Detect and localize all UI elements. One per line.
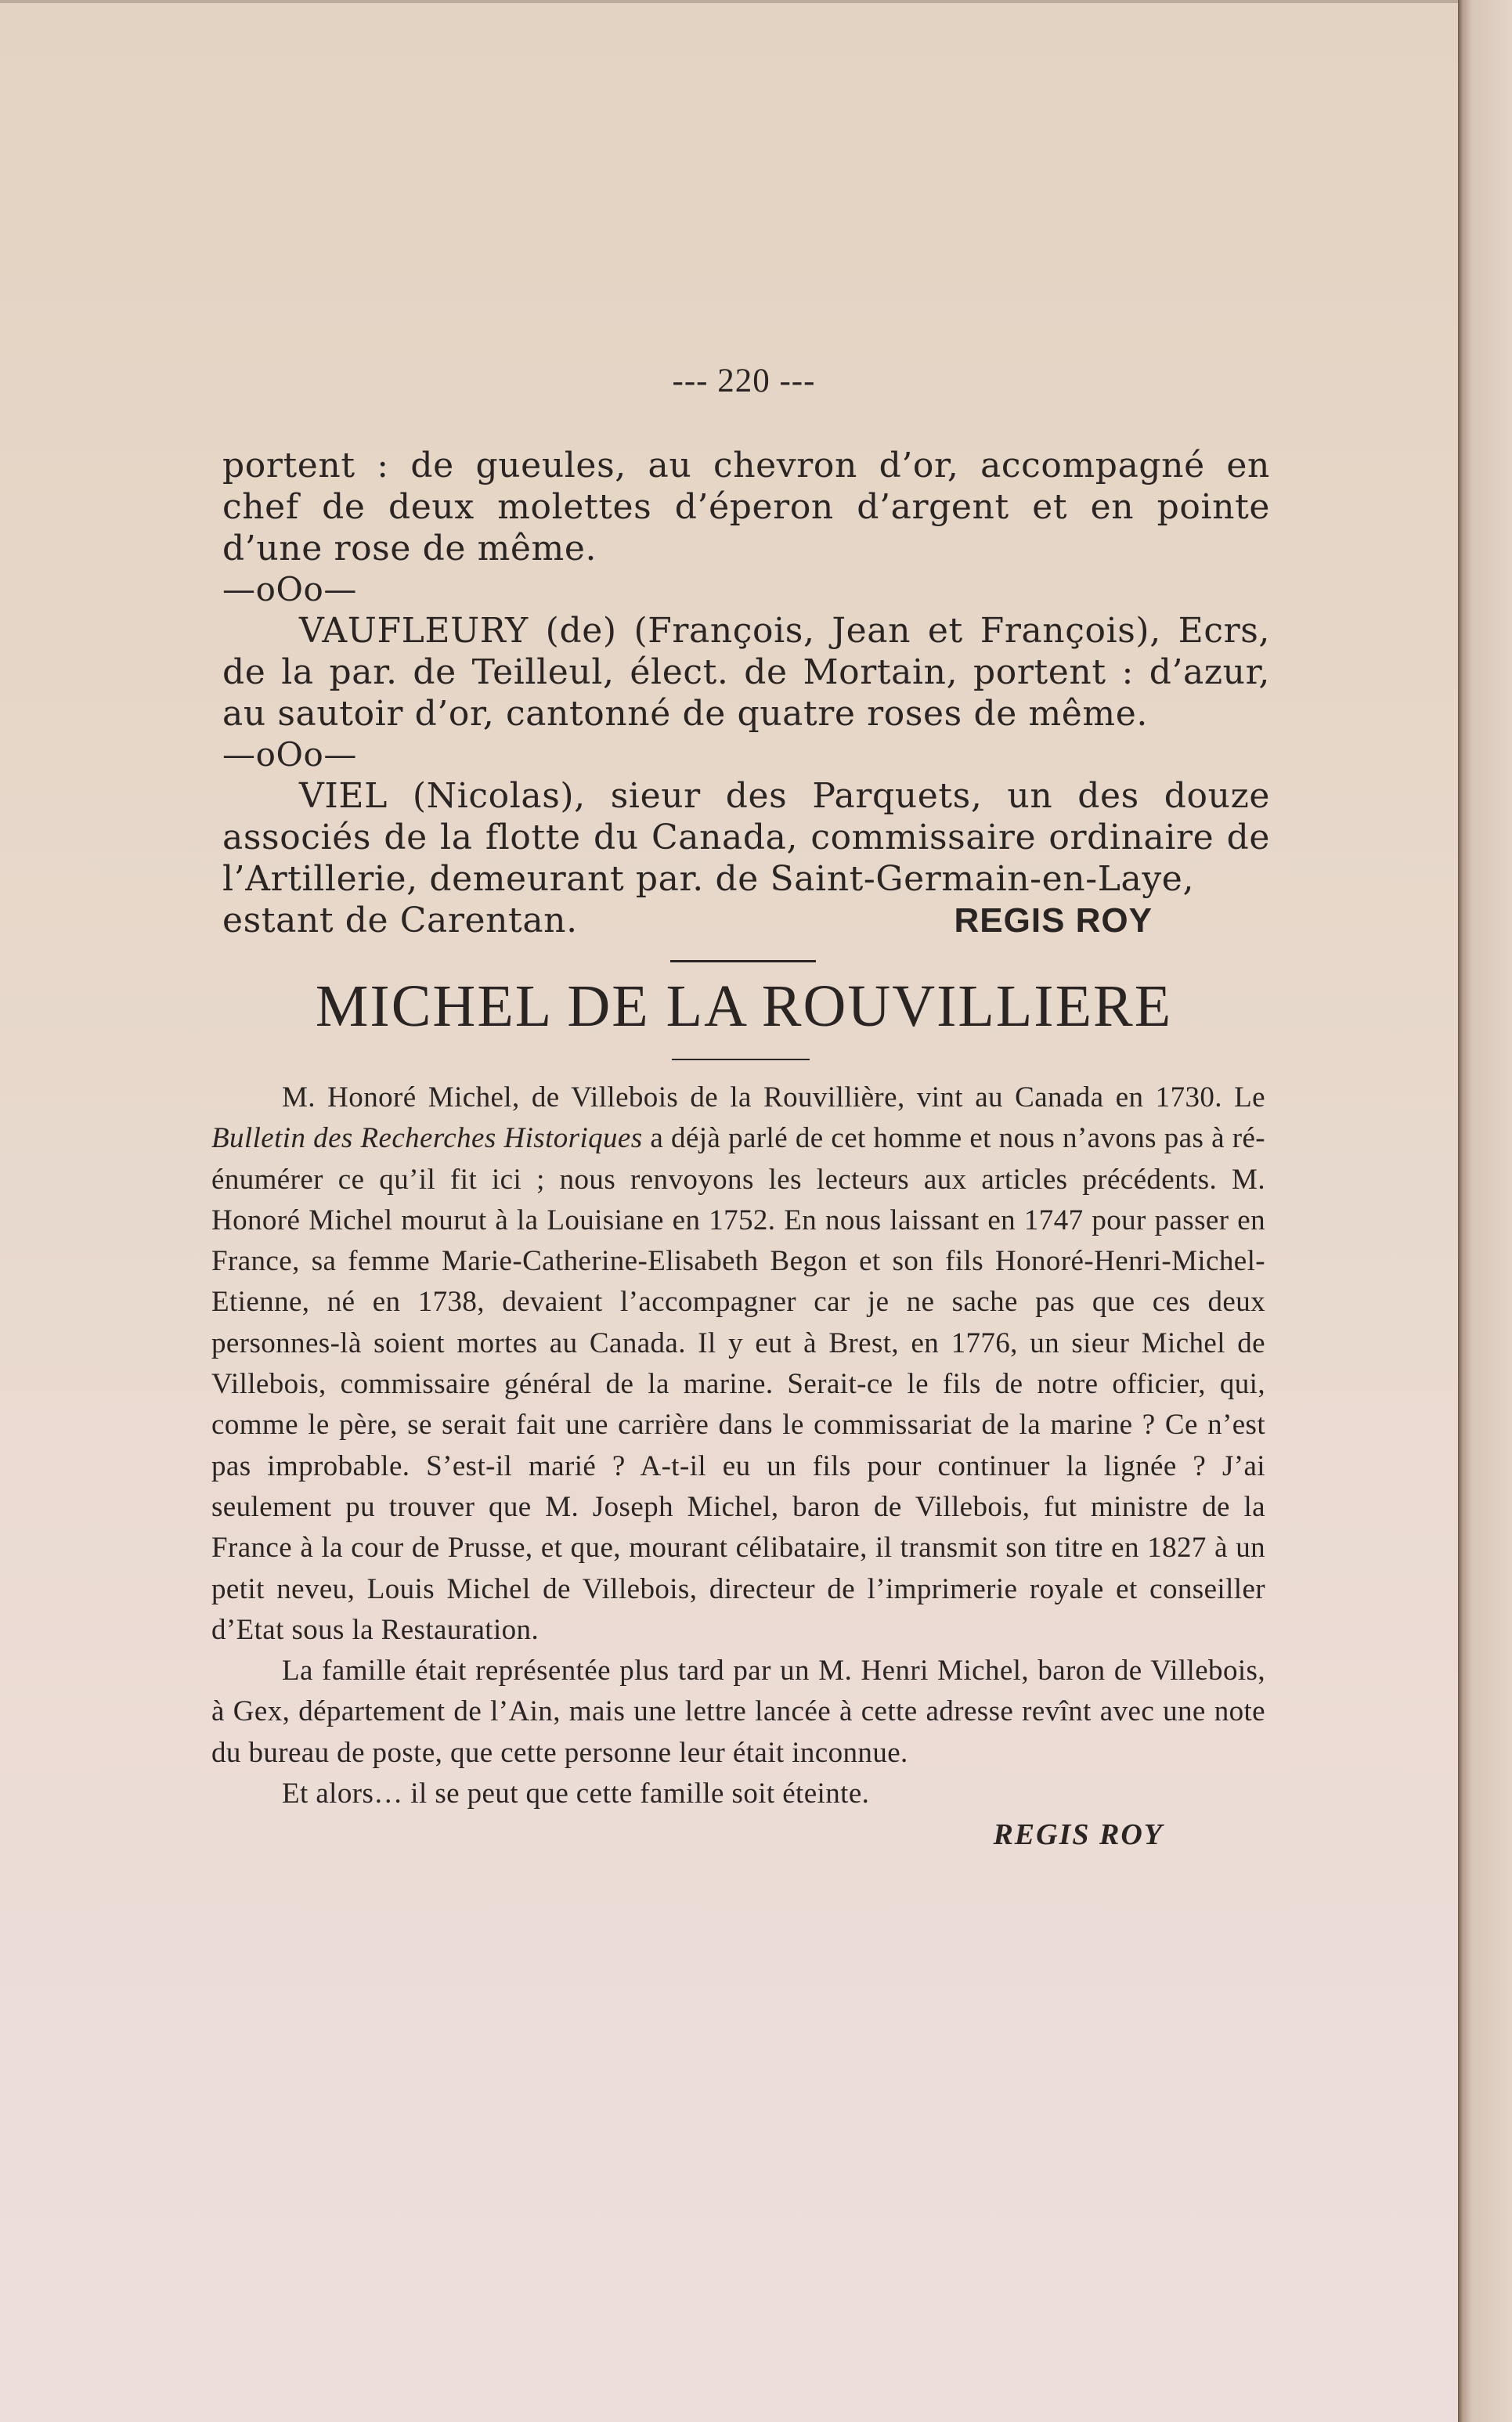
entry-viel-last-line: [222, 900, 1270, 941]
separator-ooo: —oOo—: [222, 735, 358, 774]
article-title: MICHEL DE LA ROUVILLIERE: [315, 973, 1173, 1039]
article-signature: REGIS ROY: [993, 1818, 1164, 1852]
paragraph-1-text-b: a déjà parlé de cet homme et nous n’avons pas à ré-énumérer ce qu’il fit ici ; nous renvoyons les lecteurs aux articles précédents. M. Honoré Michel mourut à la Louisiane en 1752. En nous laissant en 1747 pour passer en France, sa femme Marie-Catherine-Elisabeth Begon et son fils Honoré-Henri-Michel-Etienne, né en 1738, devaient l’accompagner car je ne sache pas que ces deux personnes-là soient mortes au Canada. Il y eut à Brest, en 1776, un sieur Michel de Villebois, commissaire général de la marine. Serait-ce le fils de notre officier, qui, comme le père, se serait fait une carrière dans le commissariat de la marine ? Ce n’est pas improbable. S’est-il marié ? A-t-il eu un fils pour continuer la lignée ? J’ai seulement pu trouver que M. Joseph Michel, baron de Villebois, fut ministre de la France à la cour de Prusse, et que, mourant célibataire, il transmit son titre en 1827 à un petit neveu, Louis Michel de Villebois, directeur de l’imprimerie royale et conseiller d’Etat sous la Restauration.: [211, 1122, 1266, 1646]
title-rule-bottom: [672, 1059, 810, 1060]
entry-vaufleury: VAUFLEURY (de) (François, Jean et François), Ecrs, de la par. de Teilleul, élect. de Mortain, portent : d’azur, au sautoir d’or, cantonné de quatre roses de même.: [222, 611, 1270, 734]
article-paragraph-2: La famille était représentée plus tard par un M. Henri Michel, baron de Villebois, à Gex, département de l’Ain, mais une lettre lancée à cette adresse revînt avec une note du bureau de poste, que cette personne leur était inconnue.: [211, 1655, 1265, 1769]
entry-viel-ending: estant de Carentan.: [222, 901, 578, 940]
separator-ooo: —oOo—: [222, 570, 358, 608]
upper-section: [222, 445, 1270, 941]
entry-viel: VIEL (Nicolas), sieur des Parquets, un des douze associés de la flotte du Canada, commissaire ordinaire de l’Artillerie, demeurant par. de Saint-Germain-en-Laye,: [222, 776, 1270, 899]
article-paragraph-1: [211, 1077, 1265, 1651]
article-body: [211, 1077, 1265, 1855]
bulletin-title: Bulletin des Recherches Historiques: [211, 1122, 643, 1155]
paragraph-1-text-a: M. Honoré Michel, de Villebois de la Rouvillière, vint au Canada en 1730. Le: [282, 1081, 1265, 1114]
article-paragraph-3: Et alors… il se peut que cette famille soit éteinte.: [282, 1778, 870, 1810]
title-rule-top: [670, 960, 816, 962]
continuation-paragraph: portent : de gueules, au chevron d’or, accompagné en chef de deux molettes d’éperon d’argent et en pointe d’une rose de même.: [222, 446, 1270, 569]
page-number: --- 220 ---: [672, 363, 816, 399]
author-signature: REGIS ROY: [954, 901, 1153, 940]
page-top-edge: [0, 0, 1458, 3]
